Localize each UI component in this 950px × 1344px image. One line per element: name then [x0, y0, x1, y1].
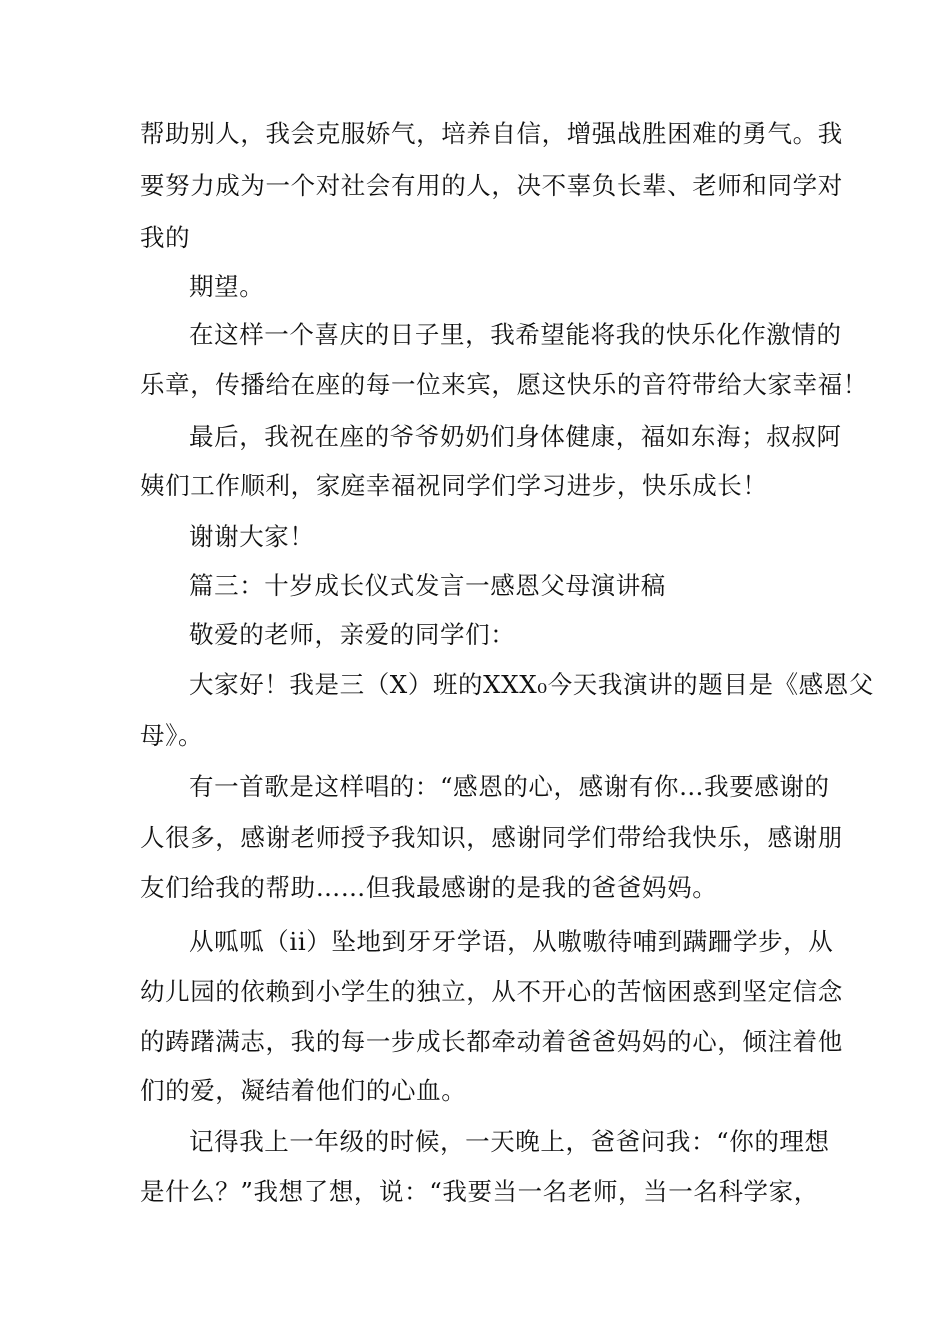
text-line: 人很多，感谢老师授予我知识，感谢同学们带给我快乐，感谢朋	[140, 823, 843, 852]
text-line: 有一首歌是这样唱的：“感恩的心，感谢有你…我要感谢的	[189, 772, 830, 801]
text-line: 们的爱，凝结着他们的心血。	[140, 1076, 467, 1105]
text-line: 要努力成为一个对社会有用的人，决不辜负长辈、老师和同学对	[140, 171, 843, 200]
text-line: 姨们工作顺利，家庭幸福祝同学们学习进步，快乐成长！	[140, 471, 768, 500]
text-line: 幼儿园的依赖到小学生的独立，从不开心的苦恼困惑到坚定信念	[140, 977, 843, 1006]
text-line: 的踌躇满志，我的每一步成长都牵动着爸爸妈妈的心，倾注着他	[140, 1027, 843, 1056]
text-line: 大家好！我是三（X）班的XXX₀今天我演讲的题目是《感恩父	[189, 670, 874, 699]
text-line: 敬爱的老师，亲爱的同学们：	[189, 620, 516, 649]
text-line: 期望。	[189, 272, 265, 301]
text-line: 记得我上一年级的时候，一天晚上，爸爸问我：“你的理想	[189, 1127, 830, 1156]
text-line: 帮助别人，我会克服娇气，培养自信，增强战胜困难的勇气。我	[140, 119, 843, 148]
text-line: 友们给我的帮助……但我最感谢的是我的爸爸妈妈。	[140, 873, 718, 902]
text-line: 母》。	[140, 721, 204, 750]
text-line: 是什么？”我想了想，说：“我要当一名老师，当一名科学家，	[140, 1177, 819, 1206]
text-line: 谢谢大家！	[189, 522, 315, 551]
text-line: 从呱呱（ii）坠地到牙牙学语，从嗷嗷待哺到蹒跚学步，从	[189, 927, 834, 956]
text-line: 我的	[140, 223, 191, 252]
text-line: 乐章，传播给在座的每一位来宾，愿这快乐的音符带给大家幸福！	[140, 370, 868, 399]
text-line: 在这样一个喜庆的日子里，我希望能将我的快乐化作激情的	[189, 320, 842, 349]
text-line: 最后，我祝在座的爷爷奶奶们身体健康，福如东海；叔叔阿	[189, 422, 842, 451]
section-heading: 篇三：十岁成长仪式发言一感恩父母演讲稿	[189, 571, 666, 600]
